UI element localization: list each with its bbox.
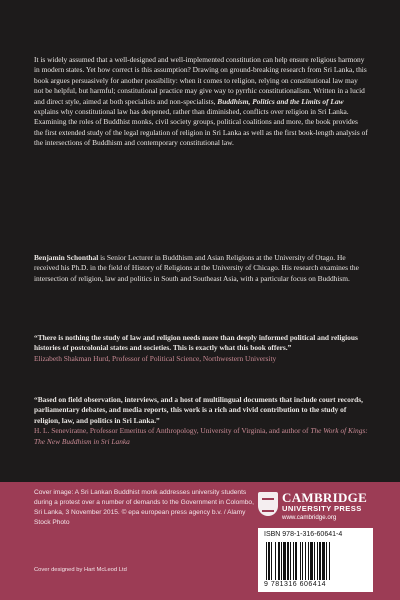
barcode-stripe [266, 542, 267, 580]
endorsement-2-attribution: H. L. Seneviratne, Professor Emeritus of Anthropology, University of Virginia, and author of [34, 426, 311, 436]
publisher-url: www.cambridge.org [282, 514, 337, 521]
barcode-stripe [322, 542, 325, 580]
publisher-subtitle: UNIVERSITY PRESS [282, 504, 362, 513]
book-blurb [34, 55, 368, 149]
barcode-stripe [317, 542, 318, 580]
barcode-stripe [290, 542, 291, 580]
barcode-stripe [326, 542, 327, 580]
author-name: Benjamin Schonthal [34, 253, 99, 262]
publisher-name: CAMBRIDGE [282, 490, 368, 505]
barcode-stripe [287, 542, 289, 580]
barcode-stripe [275, 542, 276, 580]
barcode-stripe [271, 542, 272, 580]
cambridge-shield-icon [258, 492, 278, 516]
barcode-stripe [305, 542, 306, 580]
publisher-logo [258, 490, 373, 526]
barcode-stripe [283, 542, 286, 580]
endorsement-2-book-title: The Work of Kings: The New Buddhism in Sri Lanka [34, 426, 368, 446]
cover-image-caption: Cover image: A Sri Lankan Buddhist monk addresses university students during a protest over a number of demands to the Government in Colombo, Sri Lanka, 3 November 2015. © epa european press agency b.v. / Alamy Stock Photo [34, 489, 254, 526]
barcode-stripe [295, 542, 297, 580]
blurb-title: Buddhism, Politics and the Limits of Law [217, 96, 344, 106]
barcode-stripe [308, 542, 309, 580]
endorsement-1-attribution: Elizabeth Shakman Hurd, Professor of Political Science, Northwestern University [34, 353, 277, 363]
endorsement-1 [34, 333, 368, 364]
barcode-panel [258, 528, 373, 592]
blurb-text-2: explains why constitutional law has deepened, rather than diminished, conflicts over religion in Sri Lanka. Examining the roles of Buddhist monks, civil society groups, political coalitions and more, the book provides the first extended study of the legal regulation of religion in Sri Lanka as well as the first book-length analysis of the intersections of Buddhism and contemporary constitutional law. [34, 107, 368, 148]
barcode-stripe [300, 542, 301, 580]
barcode-stripe [268, 542, 270, 580]
barcode-stripe [319, 542, 321, 580]
endorsement-1-quote: “There is nothing the study of law and religion needs more than deeply informed political and religious histories of postcolonial states and societies. This is exactly what this book offers.” [34, 333, 358, 353]
barcode-digits: 9 781316 606414 [264, 581, 326, 588]
barcode-stripe [302, 542, 303, 580]
barcode-stripe [281, 542, 282, 580]
blurb-text-1: It is widely assumed that a well-designed and well-implemented constitution can help ensure religious harmony in modern states. Yet how correct is this assumption? Drawing on ground-breaking research from Sri Lanka, this book argues persuasively for another possibility: when it comes to religion, relying on constitutional law may not be helpful, but harmful; constitutional practice may give way to pyrrhic constitutionalism. Written in a lucid and direct style, aimed at both specialists and non-specialists, [34, 55, 367, 106]
cover-design-credit: Cover designed by Hart McLeod Ltd [34, 567, 127, 573]
barcode-stripe [314, 542, 315, 580]
author-bio-text: is Senior Lecturer in Buddhism and Asian Religions at the University of Otago. He received his Ph.D. in the field of History of Religions at the University of Chicago. His research examines the intersection of religion, law and politics in South and Southeast Asia, with a particular focus on Buddhism. [34, 253, 359, 283]
barcode-stripe [310, 542, 313, 580]
author-bio [34, 253, 368, 284]
endorsement-2-quote: “Based on field observation, interviews, and a host of multilingual documents that include court records, parliamentary debates, and media reports, this work is a rich and vivid contribution to the study of religion, law, and politics in Sri Lanka.” [34, 395, 363, 425]
barcode-stripe [278, 542, 280, 580]
barcode-stripe [329, 542, 330, 580]
isbn-label: ISBN 978-1-316-60641-4 [264, 531, 343, 538]
barcode-stripe [293, 542, 294, 580]
endorsement-2 [34, 395, 368, 447]
barcode-icon [264, 542, 367, 580]
